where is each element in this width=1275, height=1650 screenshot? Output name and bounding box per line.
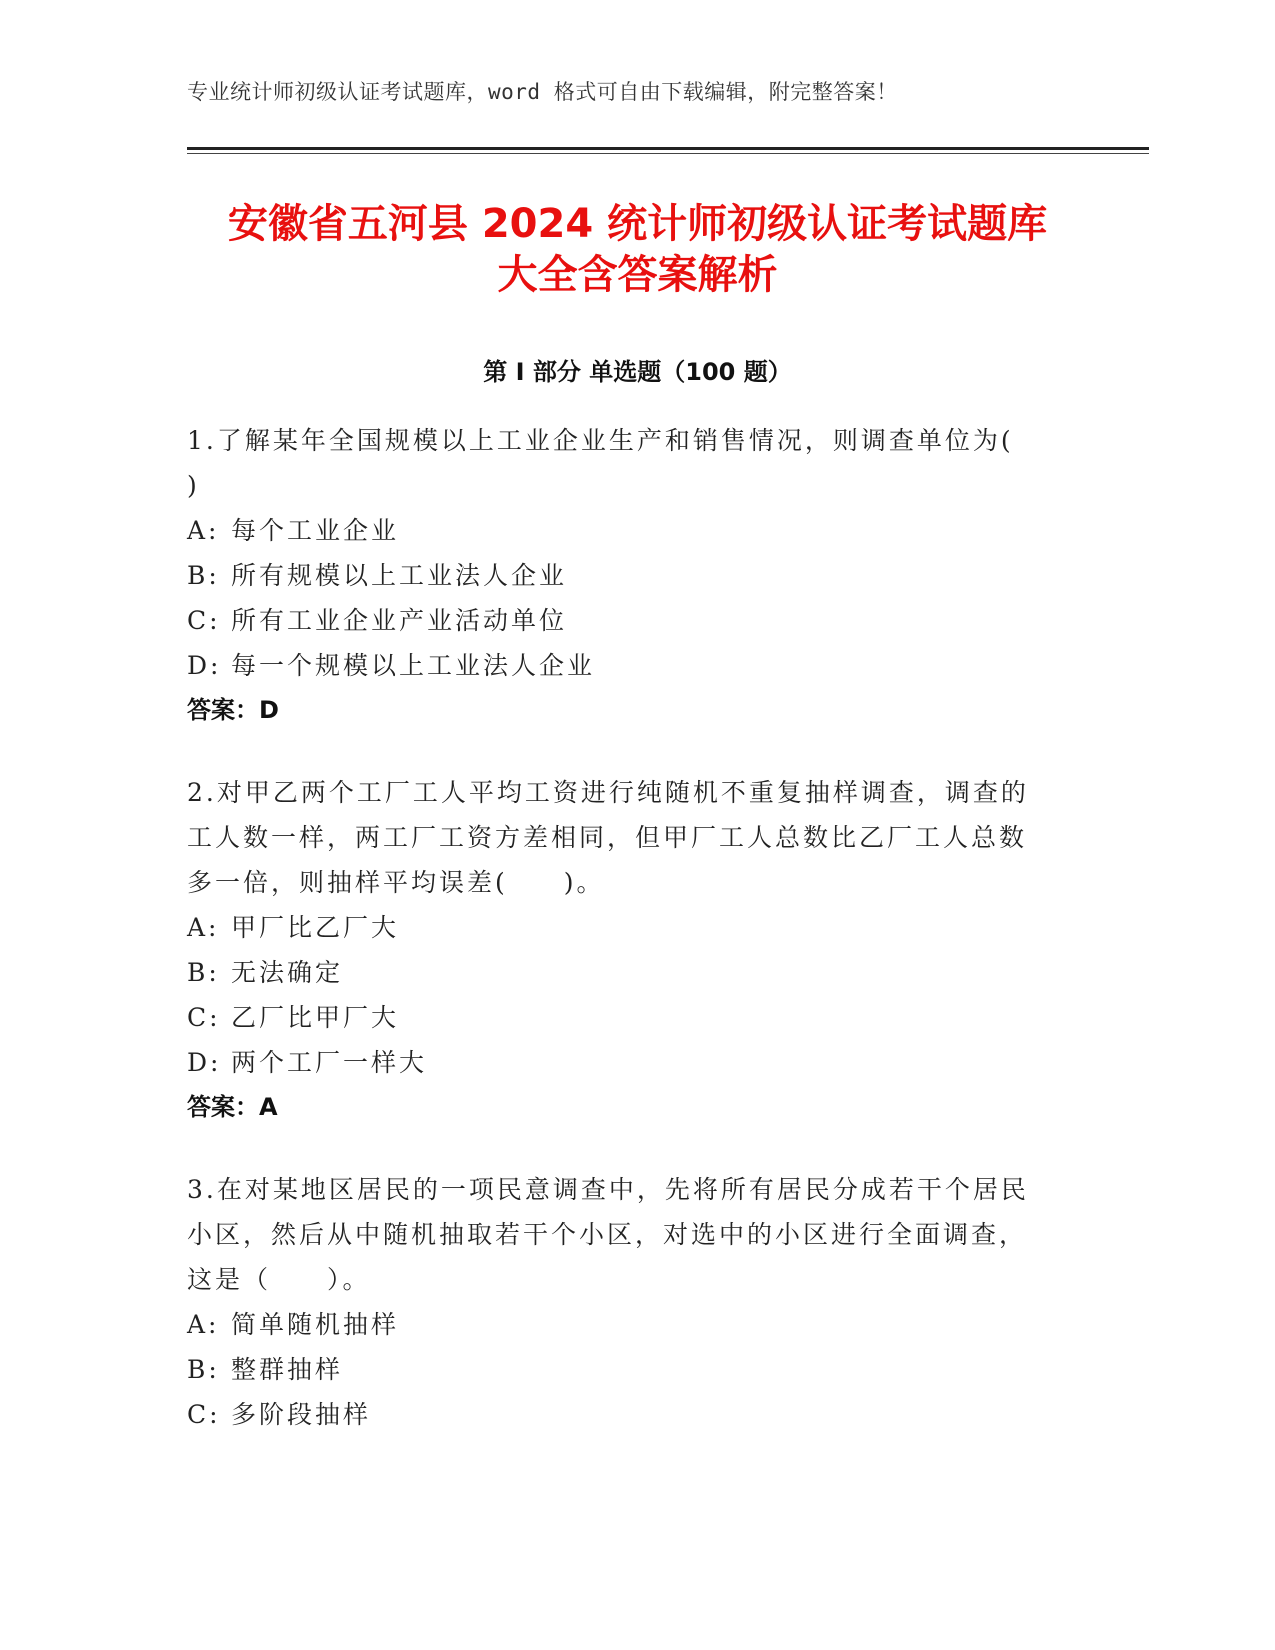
document-title-line-2: 大全含答案解析 (497, 252, 778, 298)
question-stem-line: 多一倍，则抽样平均误差( )。 (187, 868, 605, 897)
option-c (187, 598, 1067, 643)
option-a (187, 508, 1067, 553)
option-b (187, 950, 1067, 995)
option-text: 多阶段抽样 (231, 1400, 372, 1429)
question-stem-line: 1.了解某年全国规模以上工业企业生产和销售情况，则调查单位为( (187, 426, 1014, 455)
option-text: 两个工厂一样大 (231, 1048, 428, 1077)
question-stem-line: 2.对甲乙两个工厂工人平均工资进行纯随机不重复抽样调查，调查的 (187, 778, 1029, 807)
option-letter: A: (187, 913, 220, 942)
option-text: 每一个规模以上工业法人企业 (231, 651, 596, 680)
question-stem-line: ) (187, 471, 200, 500)
header-divider-thick (187, 147, 1149, 150)
option-letter: B: (187, 1355, 220, 1384)
option-text: 无法确定 (231, 958, 344, 987)
option-letter: C: (187, 606, 221, 635)
option-b (187, 553, 1067, 598)
question-stem-line: 工人数一样，两工厂工资方差相同，但甲厂工人总数比乙厂工人总数 (187, 823, 1028, 852)
document-title-line-1: 安徽省五河县 2024 统计师初级认证考试题库 (227, 201, 1048, 247)
option-letter: B: (187, 561, 220, 590)
option-letter: D: (187, 651, 222, 680)
option-b (187, 1347, 1067, 1392)
option-d (187, 643, 1067, 688)
question-3 (187, 1167, 1067, 1437)
option-text: 所有规模以上工业法人企业 (231, 561, 568, 590)
answer-line: 答案：D (187, 696, 279, 724)
option-letter: A: (187, 1310, 220, 1339)
option-text: 每个工业企业 (231, 516, 400, 545)
header-note: 专业统计师初级认证考试题库，word 格式可自由下载编辑，附完整答案！ (187, 80, 898, 104)
question-2 (187, 770, 1067, 1130)
option-letter: B: (187, 958, 220, 987)
option-a (187, 1302, 1067, 1347)
option-text: 整群抽样 (231, 1355, 344, 1384)
option-text: 简单随机抽样 (231, 1310, 400, 1339)
option-text: 乙厂比甲厂大 (231, 1003, 400, 1032)
option-d (187, 1040, 1067, 1085)
option-a (187, 905, 1067, 950)
question-stem-line: 3.在对某地区居民的一项民意调查中，先将所有居民分成若干个居民 (187, 1175, 1029, 1204)
question-stem-line: 这是（ ）。 (187, 1265, 371, 1294)
answer-line: 答案：A (187, 1093, 278, 1121)
option-letter: D: (187, 1048, 222, 1077)
option-letter: A: (187, 516, 220, 545)
option-letter: C: (187, 1003, 221, 1032)
section-heading: 第 I 部分 单选题（100 题） (483, 358, 792, 386)
header-divider-thin (187, 153, 1149, 154)
question-stem-line: 小区，然后从中随机抽取若干个小区，对选中的小区进行全面调查， (187, 1220, 1028, 1249)
option-text: 所有工业企业产业活动单位 (231, 606, 568, 635)
question-1 (187, 418, 1067, 733)
option-letter: C: (187, 1400, 221, 1429)
option-text: 甲厂比乙厂大 (231, 913, 400, 942)
option-c (187, 1392, 1067, 1437)
option-c (187, 995, 1067, 1040)
